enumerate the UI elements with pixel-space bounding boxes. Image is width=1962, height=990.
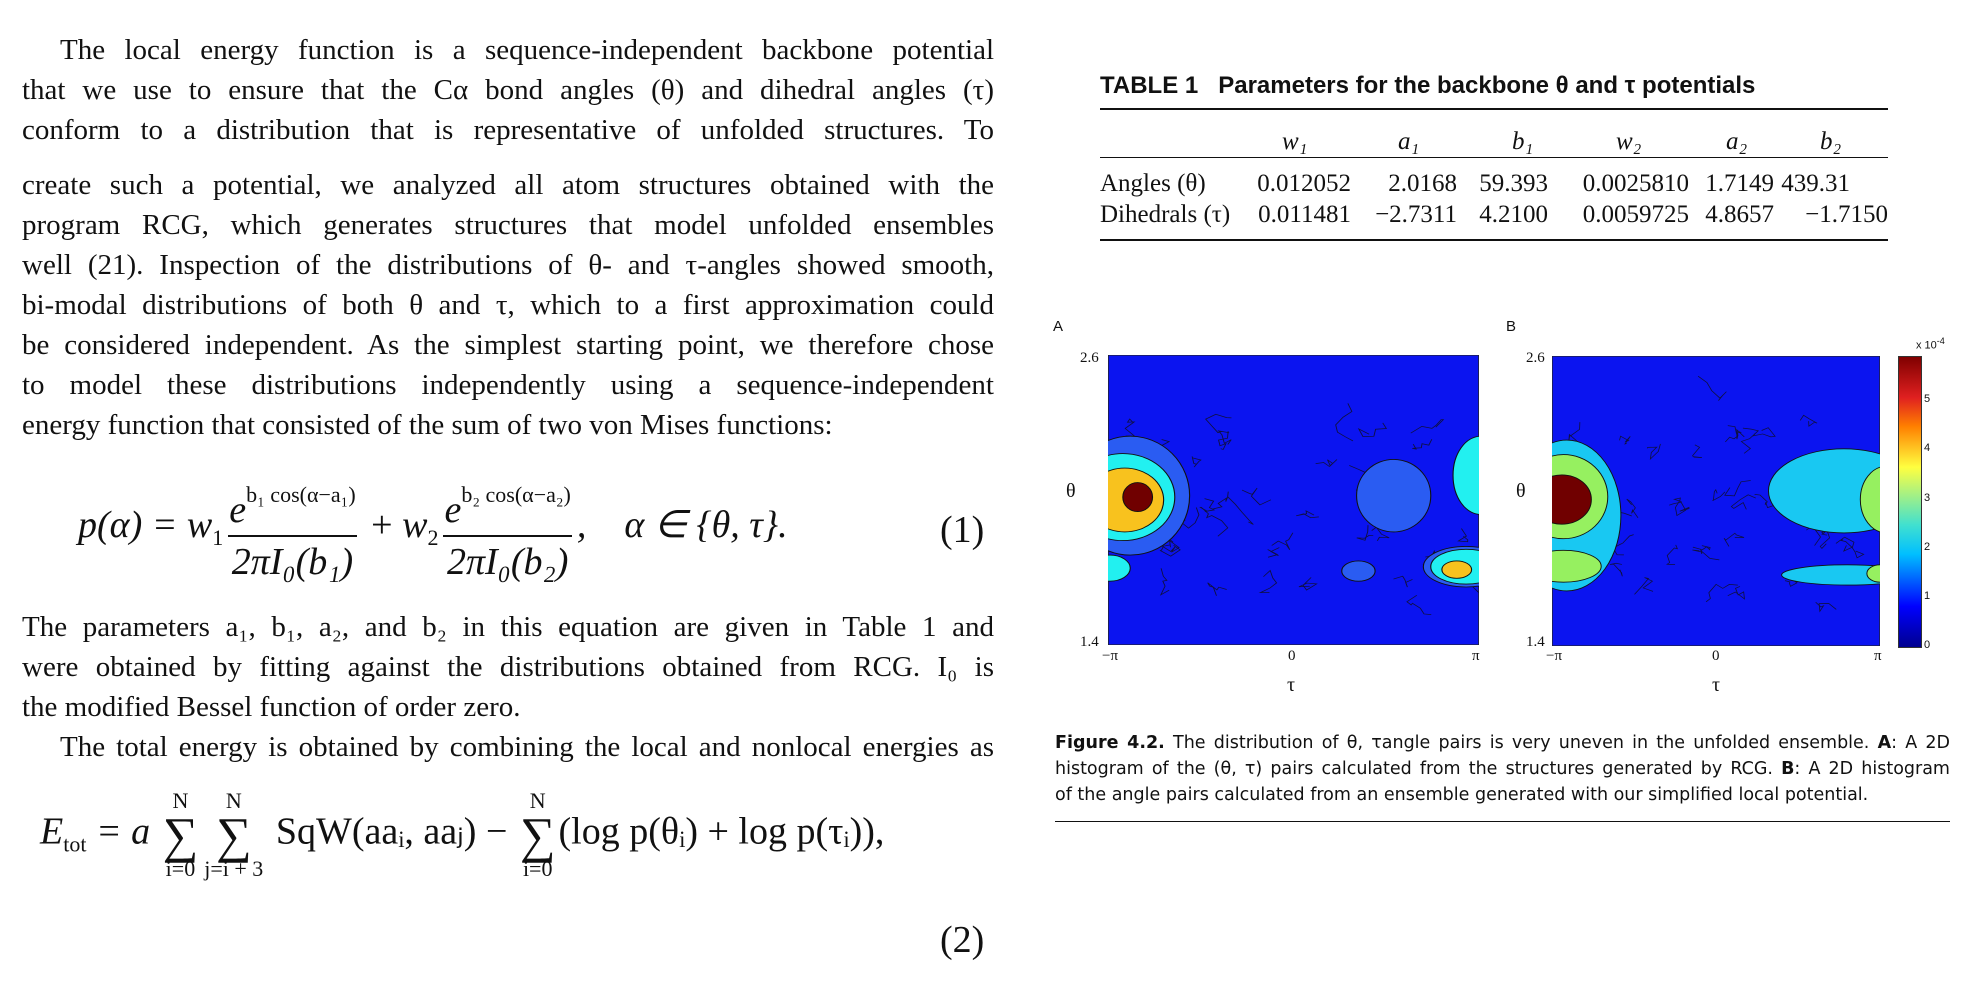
text-line: were obtained by fitting against the distributions obtained from RCG. I₀ is bbox=[22, 651, 994, 683]
eq1-fraction-2 bbox=[440, 470, 574, 587]
caption-text: : A 2D histogram bbox=[1794, 759, 1950, 779]
colorbar-tick: 4 bbox=[1924, 442, 1931, 455]
sum-lower: j=i + 3 bbox=[204, 856, 264, 881]
cell: 1.7149 bbox=[1705, 170, 1774, 197]
eq1-domain: , α ∈ {θ, τ}. bbox=[576, 504, 788, 547]
cell: 2.0168 bbox=[1388, 170, 1457, 197]
colorbar-tick: 3 bbox=[1924, 491, 1931, 504]
density-region-dark-red bbox=[1123, 483, 1153, 512]
y-tick-bottom: 1.4 bbox=[1526, 634, 1545, 650]
text-line: program RCG, which generates structures that model unfolded ensembles bbox=[22, 209, 994, 241]
panel-label-b: B bbox=[1506, 318, 1517, 335]
x-axis-label: τ bbox=[1712, 674, 1721, 696]
row-label: Dihedrals (τ) bbox=[1100, 201, 1231, 228]
equation-1-number: (1) bbox=[940, 509, 985, 551]
x-tick: −π bbox=[1546, 648, 1563, 664]
text-line: well (21). Inspection of the distributions of θ- and τ-angles showed smooth, bbox=[22, 249, 994, 281]
caption-text: The distribution of θ, τangle pairs is very uneven in the unfolded ensemble. bbox=[1164, 733, 1878, 753]
table-header: b₁ bbox=[1512, 128, 1534, 155]
cell: 4.8657 bbox=[1705, 201, 1774, 228]
x-tick: π bbox=[1472, 648, 1480, 664]
cell: −2.7311 bbox=[1375, 201, 1457, 228]
cell: 0.011481 bbox=[1258, 201, 1351, 228]
eq1-w2-sub: 2 bbox=[427, 525, 439, 551]
table-title: TABLE 1 Parameters for the backbone θ and τ potentials bbox=[1100, 72, 1756, 99]
x-tick: 0 bbox=[1288, 648, 1296, 664]
cell: 0.0025810 bbox=[1582, 170, 1689, 197]
density-region-medium-blue bbox=[1357, 459, 1431, 532]
cell: 439.31 bbox=[1781, 170, 1850, 197]
eq1-denominator-2: 2πI₀(b₂) bbox=[443, 535, 572, 587]
y-axis-label: θ bbox=[1066, 480, 1076, 502]
colorbar-scale-exponent: -4 bbox=[1936, 336, 1945, 346]
eq1-w1-sub: 1 bbox=[212, 525, 224, 551]
eq1-exponent-1: b₁ cos(α−a₁) bbox=[246, 482, 356, 507]
figure-caption-line bbox=[1055, 730, 1950, 756]
eq2-lhs-sub: tot bbox=[63, 831, 87, 857]
table-header: w₁ bbox=[1282, 128, 1308, 155]
table-header: b₂ bbox=[1820, 128, 1842, 155]
sigma-icon: ∑ bbox=[162, 807, 199, 863]
x-axis-label: τ bbox=[1287, 674, 1296, 696]
cell: 0.0059725 bbox=[1582, 201, 1689, 228]
text-line: The local energy function is a sequence-independent backbone potential bbox=[60, 34, 994, 66]
table-top-rule bbox=[1100, 108, 1888, 110]
cell: 4.2100 bbox=[1479, 201, 1548, 228]
text-line: The total energy is obtained by combining the local and nonlocal energies as bbox=[60, 731, 994, 763]
eq2-sum-2 bbox=[204, 790, 263, 880]
eq1-exponent-2: b₂ cos(α−a₂) bbox=[461, 482, 571, 507]
eq2-log-term: (log p(θᵢ) + log p(τᵢ)), bbox=[558, 810, 885, 853]
cell: −1.7150 bbox=[1805, 201, 1888, 228]
eq2-sum-1 bbox=[163, 790, 199, 880]
x-tick: 0 bbox=[1712, 648, 1720, 664]
sum-upper: N bbox=[172, 788, 189, 813]
colorbar-scale bbox=[1916, 336, 1945, 352]
eq1-e: e bbox=[229, 489, 247, 531]
sigma-icon: ∑ bbox=[215, 807, 252, 863]
y-tick-bottom: 1.4 bbox=[1080, 634, 1099, 650]
table-header: a₂ bbox=[1726, 128, 1748, 155]
y-tick-top: 2.6 bbox=[1080, 350, 1099, 366]
table-header: w₂ bbox=[1616, 128, 1642, 155]
colorbar-tick: 2 bbox=[1924, 540, 1931, 553]
table-header-rule bbox=[1100, 157, 1888, 158]
x-tick: −π bbox=[1102, 648, 1119, 664]
eq2-sum-3 bbox=[520, 790, 556, 880]
eq1-fraction-1 bbox=[225, 470, 359, 587]
sum-lower: i=0 bbox=[165, 856, 196, 881]
eq1-w2: w bbox=[402, 504, 428, 547]
panel-label-a: A bbox=[1053, 318, 1064, 335]
figure-caption-line bbox=[1055, 782, 1950, 808]
eq2-lhs: E bbox=[40, 810, 64, 853]
text-line: the modified Bessel function of order zero. bbox=[22, 691, 521, 723]
text-line: create such a potential, we analyzed all atom structures obtained with the bbox=[22, 169, 994, 201]
sum-upper: N bbox=[529, 788, 546, 813]
sum-upper: N bbox=[225, 788, 242, 813]
colorbar-scale-base: x 10 bbox=[1916, 339, 1937, 352]
table-header: a₁ bbox=[1398, 128, 1420, 155]
cell: 0.012052 bbox=[1257, 170, 1351, 197]
y-axis-label: θ bbox=[1516, 480, 1526, 502]
histogram-panel-b bbox=[1552, 356, 1880, 646]
text-line: be considered independent. As the simplest starting point, we therefore chose bbox=[22, 329, 994, 361]
colorbar-tick: 1 bbox=[1924, 589, 1931, 602]
eq1-w1: w bbox=[186, 504, 213, 547]
row-label: Angles (θ) bbox=[1100, 170, 1206, 197]
eq1-lhs: p(α) = bbox=[78, 504, 178, 547]
eq2-sqw-term: SqW(aaᵢ, aaⱼ) − bbox=[275, 810, 508, 853]
text-line: to model these distributions independently using a sequence-independent bbox=[22, 369, 994, 401]
text-line: that we use to ensure that the Cα bond angles (θ) and dihedral angles (τ) bbox=[22, 74, 994, 106]
colorbar-tick: 0 bbox=[1924, 639, 1931, 651]
eq1-plus: + bbox=[371, 504, 393, 547]
table-bottom-rule bbox=[1100, 239, 1888, 241]
caption-text: of the angle pairs calculated from an ensemble generated with our simplified local potential. bbox=[1055, 785, 1869, 805]
caption-panel-a: A bbox=[1877, 733, 1892, 753]
caption-figure-label: Figure 4.2. bbox=[1055, 733, 1165, 753]
caption-text: : A 2D bbox=[1891, 733, 1950, 753]
histogram-panel-a bbox=[1108, 355, 1479, 645]
eq2-equals-a: = a bbox=[95, 810, 151, 853]
text-line: conform to a distribution that is representative of unfolded structures. To bbox=[22, 114, 994, 146]
equation-1 bbox=[78, 470, 788, 587]
text-line: energy function that consisted of the sum of two von Mises functions: bbox=[22, 409, 833, 441]
cell: 59.393 bbox=[1479, 170, 1548, 197]
density-region-medium-blue bbox=[1342, 561, 1375, 581]
caption-text: histogram of the (θ, τ) pairs calculated from the structures generated by RCG. bbox=[1055, 759, 1782, 779]
sum-lower: i=0 bbox=[522, 856, 553, 881]
colorbar bbox=[1898, 356, 1922, 648]
sigma-icon: ∑ bbox=[519, 807, 556, 863]
y-tick-top: 2.6 bbox=[1526, 350, 1545, 366]
text-line: bi-modal distributions of both θ and τ, which to a first approximation could bbox=[22, 289, 994, 321]
equation-2-number: (2) bbox=[940, 919, 985, 961]
x-tick: π bbox=[1874, 648, 1882, 664]
text-line: The parameters a₁, b₁, a₂, and b₂ in this equation are given in Table 1 and bbox=[22, 611, 994, 643]
caption-panel-b: B bbox=[1781, 759, 1795, 779]
colorbar-tick: 5 bbox=[1924, 393, 1931, 406]
eq1-e: e bbox=[444, 489, 462, 531]
caption-rule bbox=[1055, 821, 1950, 822]
figure-caption-line bbox=[1055, 756, 1950, 782]
density-region-yellow bbox=[1442, 561, 1472, 578]
eq1-denominator-1: 2πI₀(b₁) bbox=[228, 535, 357, 587]
equation-2 bbox=[40, 790, 884, 880]
